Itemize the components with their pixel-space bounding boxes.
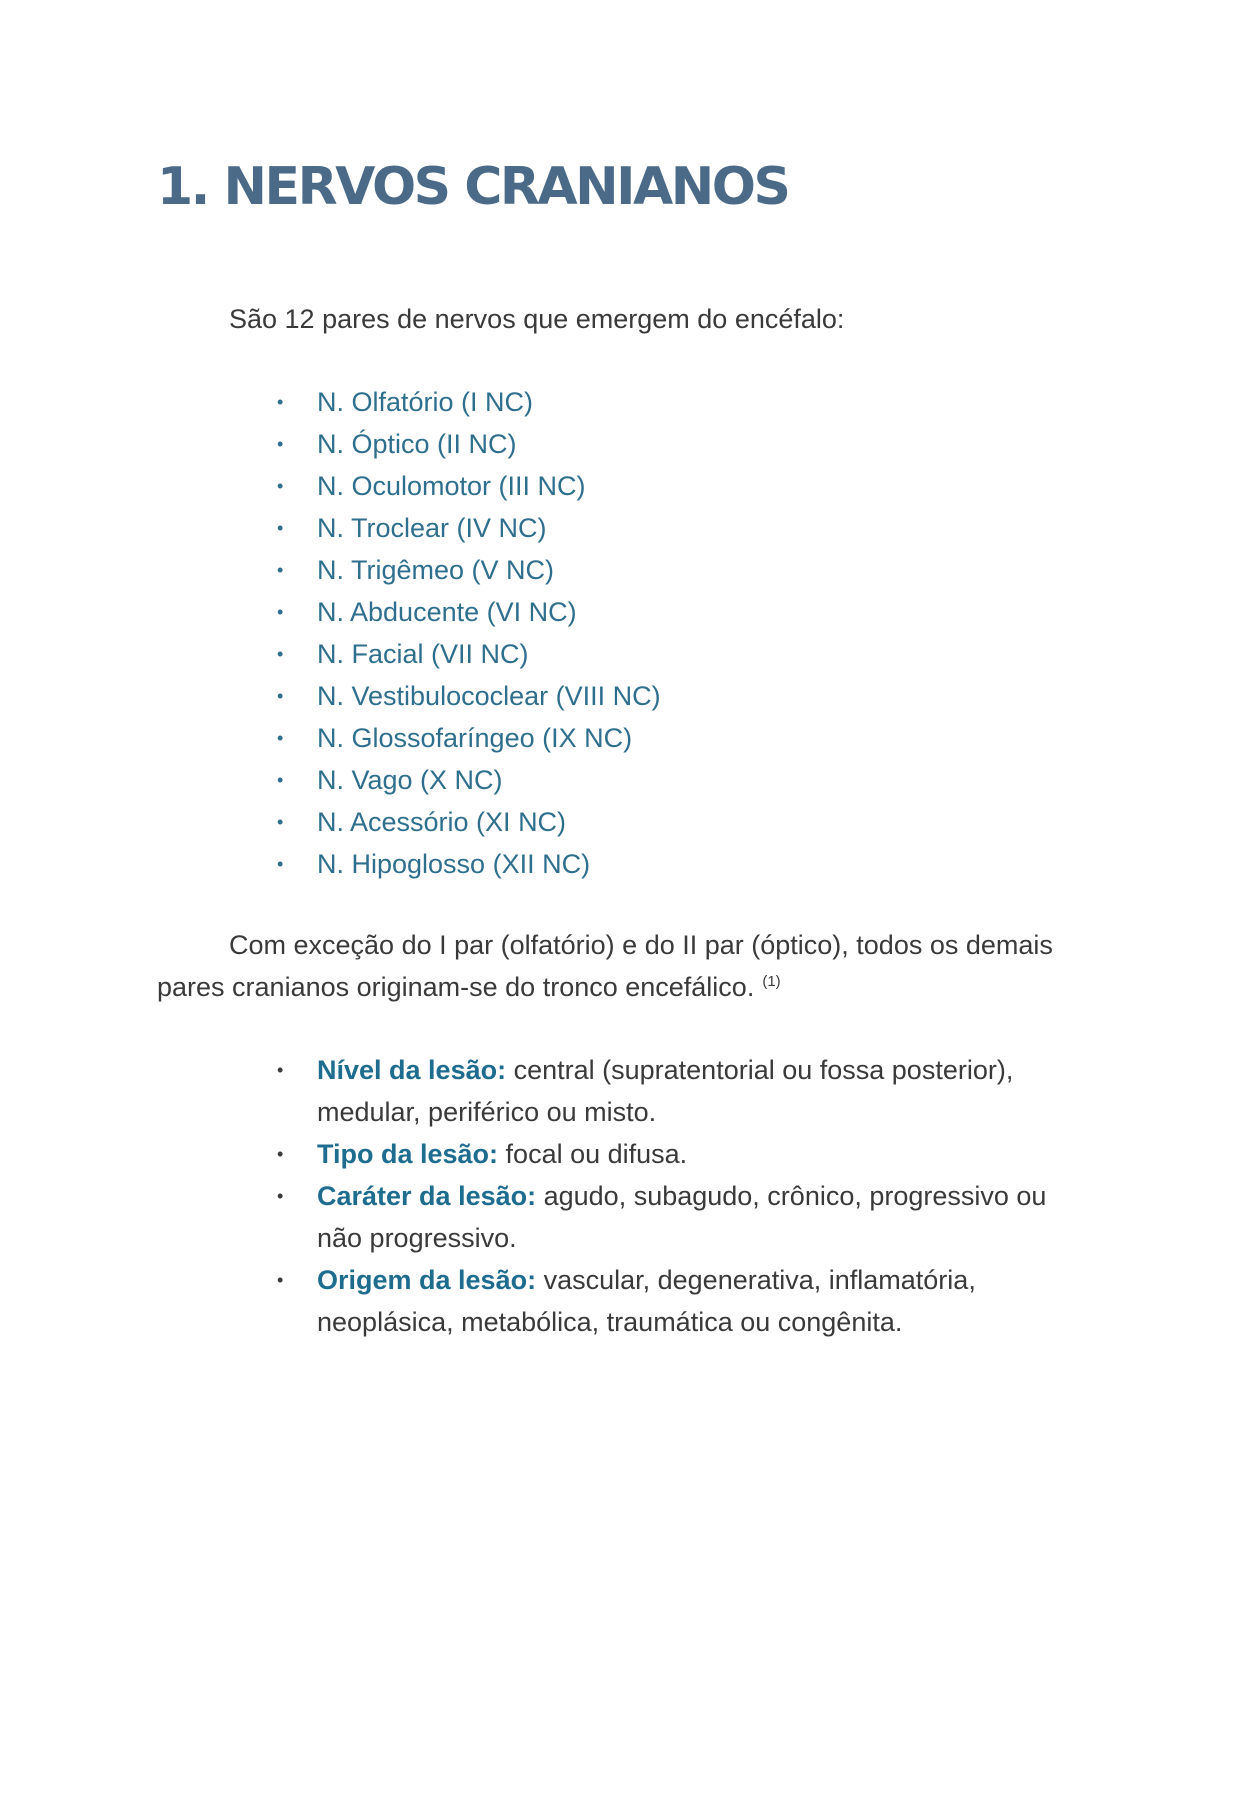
bullet-icon: • [277,518,284,538]
bullet-icon: • [277,686,284,706]
nerve-label: N. Glossofaríngeo (IX NC) [317,723,633,753]
list-item [277,507,661,549]
bullet-icon: • [277,1270,284,1290]
lesion-term: Caráter da lesão: [317,1181,537,1211]
nerve-label: N. Hipoglosso (XII NC) [317,849,591,879]
cranial-nerve-list [277,381,661,885]
lesion-criteria-list [277,1049,1097,1343]
list-item [277,801,661,843]
bullet-icon: • [277,854,284,874]
bullet-icon: • [277,812,284,832]
bullet-icon: • [277,1186,284,1206]
list-item [277,465,661,507]
paragraph-text: Com exceção do I par (olfatório) e do II par (óptico), todos os demais pares cranianos originam-se do tronco encefálico. [157,930,1053,1002]
bullet-icon: • [277,392,284,412]
list-item [277,759,661,801]
lesion-description: focal ou difusa. [498,1139,688,1169]
lesion-term: Origem da lesão: [317,1265,537,1295]
lesion-term: Tipo da lesão: [317,1139,499,1169]
list-item [277,549,661,591]
bullet-icon: • [277,434,284,454]
intro-text: São 12 pares de nervos que emergem do encéfalo: [229,304,845,334]
list-item [277,675,661,717]
lesion-description: central (supratentorial ou fossa posterior), medular, periférico ou misto. [317,1055,1014,1127]
bullet-icon: • [277,476,284,496]
list-item [277,1133,1097,1175]
nerve-label: N. Vestibulococlear (VIII NC) [317,681,661,711]
bullet-icon: • [277,1144,284,1164]
nerve-label: N. Abducente (VI NC) [317,597,577,627]
list-item [277,633,661,675]
list-item [277,423,661,465]
nerve-label: N. Troclear (IV NC) [317,513,547,543]
bullet-icon: • [277,728,284,748]
nerve-label: N. Acessório (XI NC) [317,807,567,837]
list-item [277,1049,1097,1133]
list-item [277,717,661,759]
bullet-icon: • [277,602,284,622]
list-item [277,1175,1097,1259]
nerve-label: N. Oculomotor (III NC) [317,471,586,501]
bullet-icon: • [277,770,284,790]
nerve-label: N. Trigêmeo (V NC) [317,555,555,585]
list-item [277,591,661,633]
lesion-description: vascular, degenerativa, inflamatória, neoplásica, metabólica, traumática ou congênita. [317,1265,976,1337]
nerve-label: N. Olfatório (I NC) [317,387,534,417]
nerve-label: N. Facial (VII NC) [317,639,529,669]
list-item [277,843,661,885]
bullet-icon: • [277,560,284,580]
footnote-reference: (1) [762,973,781,990]
bullet-icon: • [277,1060,284,1080]
list-item [277,1259,1097,1343]
bullet-icon: • [277,644,284,664]
body-paragraph [157,924,1097,1008]
nerve-label: N. Vago (X NC) [317,765,503,795]
list-item [277,381,661,423]
page-title: 1. NERVOS CRANIANOS [157,157,789,217]
lesion-term: Nível da lesão: [317,1055,507,1085]
nerve-label: N. Óptico (II NC) [317,429,517,459]
lesion-description: agudo, subagudo, crônico, progressivo ou não progressivo. [317,1181,1047,1253]
